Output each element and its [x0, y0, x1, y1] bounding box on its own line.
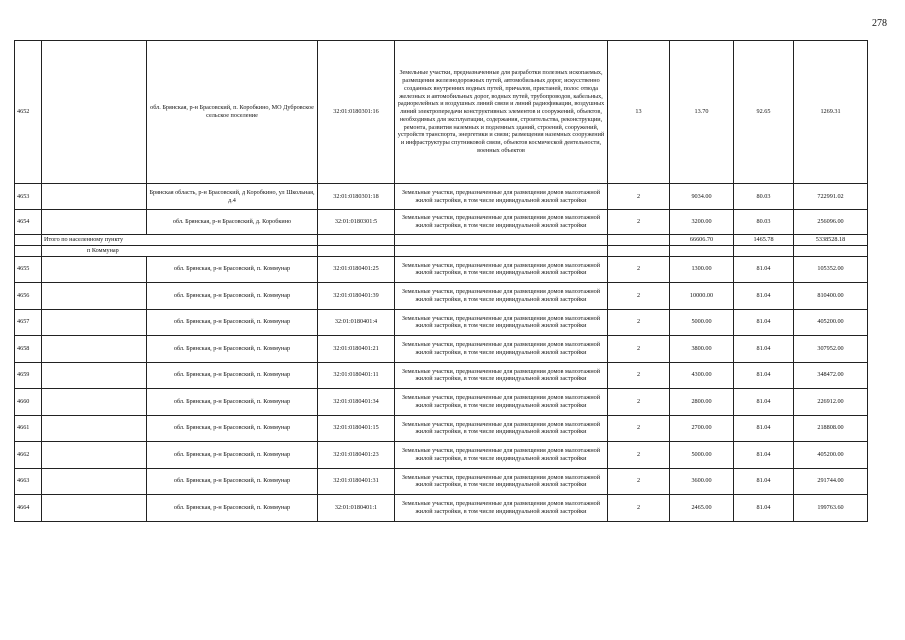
address-cell: обл. Брянская, р-н Брасовский, п. Коммунар — [147, 442, 318, 469]
table-row — [15, 210, 868, 235]
address-cell: Брянская область, р-н Брасовский, д Коробкино, ул Школьная, д.4 — [147, 184, 318, 210]
area-cell: 5000.00 — [670, 309, 734, 336]
code-cell: 2 — [608, 389, 670, 416]
address-cell: обл. Брянская, р-н Брасовский, п. Коробкино, МО Дубровское сельское поселение — [147, 41, 318, 184]
empty-cell — [42, 495, 147, 522]
purpose-cell: Земельные участки, предназначенные для размещения домов малоэтажной жилой застройки, в том числе индивидуальной жилой застройки — [395, 184, 608, 210]
value-cell: 199763.60 — [794, 495, 868, 522]
area-cell: 5000.00 — [670, 442, 734, 469]
num-cell: 4652 — [15, 41, 42, 184]
purpose-cell: Земельные участки, предназначенные для размещения домов малоэтажной жилой застройки, в том числе индивидуальной жилой застройки — [395, 336, 608, 363]
code-cell: 2 — [608, 184, 670, 210]
table-row — [15, 336, 868, 363]
num-cell: 4663 — [15, 468, 42, 495]
table-row — [15, 415, 868, 442]
empty-cell — [42, 256, 147, 283]
num-cell: 4655 — [15, 256, 42, 283]
settlement-row — [15, 245, 868, 256]
num-cell: 4654 — [15, 210, 42, 235]
cadastral-cell: 32:01:0180301:18 — [318, 184, 395, 210]
page-number: 278 — [872, 18, 887, 29]
table-row — [15, 389, 868, 416]
empty-cell — [42, 362, 147, 389]
purpose-cell: Земельные участки, предназначенные для размещения домов малоэтажной жилой застройки, в том числе индивидуальной жилой застройки — [395, 468, 608, 495]
cadastral-cell: 32:01:0180401:25 — [318, 256, 395, 283]
rate-cell: 81.04 — [734, 442, 794, 469]
cadastral-cell: 32:01:0180401:21 — [318, 336, 395, 363]
address-cell: обл. Брянская, р-н Брасовский, п. Коммунар — [147, 362, 318, 389]
code-cell: 2 — [608, 468, 670, 495]
empty-cell — [42, 389, 147, 416]
empty-cell — [42, 309, 147, 336]
address-cell: обл. Брянская, р-н Брасовский, п. Коммунар — [147, 283, 318, 310]
address-cell: обл. Брянская, р-н Брасовский, п. Коммунар — [147, 495, 318, 522]
table-row — [15, 309, 868, 336]
code-cell: 2 — [608, 362, 670, 389]
cadastral-cell: 32:01:0180301:16 — [318, 41, 395, 184]
purpose-cell: Земельные участки, предназначенные для размещения домов малоэтажной жилой застройки, в том числе индивидуальной жилой застройки — [395, 210, 608, 235]
empty-cell — [670, 245, 734, 256]
value-cell: 256096.00 — [794, 210, 868, 235]
table-row — [15, 495, 868, 522]
total-row — [15, 235, 868, 246]
num-cell: 4664 — [15, 495, 42, 522]
empty-cell — [395, 235, 608, 246]
num-cell: 4657 — [15, 309, 42, 336]
empty-cell — [42, 442, 147, 469]
value-cell: 218808.00 — [794, 415, 868, 442]
value-cell: 348472.00 — [794, 362, 868, 389]
area-cell: 3200.00 — [670, 210, 734, 235]
code-cell: 2 — [608, 495, 670, 522]
value-cell: 810400.00 — [794, 283, 868, 310]
address-cell: обл. Брянская, р-н Брасовский, п. Коммунар — [147, 415, 318, 442]
area-cell: 2800.00 — [670, 389, 734, 416]
total-area: 66606.70 — [670, 235, 734, 246]
land-register-table — [14, 40, 868, 522]
total-label: Итого по населенному пункту — [42, 235, 318, 246]
code-cell: 2 — [608, 415, 670, 442]
table-row — [15, 283, 868, 310]
rate-cell: 81.04 — [734, 415, 794, 442]
num-cell: 4653 — [15, 184, 42, 210]
empty-cell — [734, 245, 794, 256]
code-cell: 2 — [608, 283, 670, 310]
empty-cell — [42, 283, 147, 310]
purpose-cell: Земельные участки, предназначенные для размещения домов малоэтажной жилой застройки, в том числе индивидуальной жилой застройки — [395, 415, 608, 442]
empty-cell — [318, 235, 395, 246]
num-cell: 4656 — [15, 283, 42, 310]
area-cell: 10000.00 — [670, 283, 734, 310]
cadastral-cell: 32:01:0180301:5 — [318, 210, 395, 235]
empty-cell — [395, 245, 608, 256]
rate-cell: 80.03 — [734, 210, 794, 235]
table-row — [15, 256, 868, 283]
table-row — [15, 41, 868, 184]
cadastral-cell: 32:01:0180401:31 — [318, 468, 395, 495]
code-cell: 2 — [608, 309, 670, 336]
empty-cell — [15, 245, 42, 256]
rate-cell: 81.04 — [734, 389, 794, 416]
code-cell: 2 — [608, 442, 670, 469]
area-cell: 3800.00 — [670, 336, 734, 363]
cadastral-cell: 32:01:0180401:11 — [318, 362, 395, 389]
num-cell: 4660 — [15, 389, 42, 416]
num-cell: 4658 — [15, 336, 42, 363]
cadastral-cell: 32:01:0180401:34 — [318, 389, 395, 416]
settlement-label: п Коммунар — [42, 245, 318, 256]
value-cell: 105352.00 — [794, 256, 868, 283]
address-cell: обл. Брянская, р-н Брасовский, п. Коммунар — [147, 389, 318, 416]
num-cell: 4659 — [15, 362, 42, 389]
empty-cell — [794, 245, 868, 256]
address-cell: обл. Брянская, р-н Брасовский, д. Коробкино — [147, 210, 318, 235]
rate-cell: 81.04 — [734, 495, 794, 522]
purpose-cell: Земельные участки, предназначенные для размещения домов малоэтажной жилой застройки, в том числе индивидуальной жилой застройки — [395, 442, 608, 469]
empty-cell — [318, 245, 395, 256]
area-cell: 9034.00 — [670, 184, 734, 210]
purpose-cell: Земельные участки, предназначенные для размещения домов малоэтажной жилой застройки, в том числе индивидуальной жилой застройки — [395, 362, 608, 389]
code-cell: 2 — [608, 210, 670, 235]
empty-cell — [42, 468, 147, 495]
empty-cell — [42, 41, 147, 184]
cadastral-cell: 32:01:0180401:23 — [318, 442, 395, 469]
empty-cell — [15, 235, 42, 246]
rate-cell: 92.65 — [734, 41, 794, 184]
empty-cell — [42, 415, 147, 442]
value-cell: 722991.02 — [794, 184, 868, 210]
address-cell: обл. Брянская, р-н Брасовский, п. Коммунар — [147, 309, 318, 336]
rate-cell: 81.04 — [734, 283, 794, 310]
empty-cell — [608, 235, 670, 246]
rate-cell: 81.04 — [734, 336, 794, 363]
area-cell: 2465.00 — [670, 495, 734, 522]
address-cell: обл. Брянская, р-н Брасовский, п. Коммунар — [147, 468, 318, 495]
rate-cell: 81.04 — [734, 256, 794, 283]
area-cell: 4300.00 — [670, 362, 734, 389]
empty-cell — [608, 245, 670, 256]
address-cell: обл. Брянская, р-н Брасовский, п. Коммунар — [147, 336, 318, 363]
cadastral-cell: 32:01:0180401:1 — [318, 495, 395, 522]
table-row — [15, 184, 868, 210]
purpose-cell: Земельные участки, предназначенные для размещения домов малоэтажной жилой застройки, в том числе индивидуальной жилой застройки — [395, 389, 608, 416]
code-cell: 13 — [608, 41, 670, 184]
table-body — [15, 41, 868, 522]
total-value: 5338528.18 — [794, 235, 868, 246]
code-cell: 2 — [608, 336, 670, 363]
total-rate: 1465.78 — [734, 235, 794, 246]
purpose-cell: Земельные участки, предназначенные для размещения домов малоэтажной жилой застройки, в том числе индивидуальной жилой застройки — [395, 283, 608, 310]
rate-cell: 81.04 — [734, 468, 794, 495]
value-cell: 307952.00 — [794, 336, 868, 363]
num-cell: 4662 — [15, 442, 42, 469]
purpose-cell: Земельные участки, предназначенные для размещения домов малоэтажной жилой застройки, в том числе индивидуальной жилой застройки — [395, 256, 608, 283]
empty-cell — [42, 210, 147, 235]
purpose-cell: Земельные участки, предназначенные для разработки полезных ископаемых, размещения железнодорожных путей, автомобильных дорог, искусственно созданных внутренних водных путей, причалов, пристаней, полос отвода железных и автомобильных дорог, водных путей, трубопроводов, кабельных, радиорелейных и воздушных линий связи и линий радиофикации, воздушных линий электропередачи конструктивных элементов и сооружений, объектов, необходимых для эксплуатации, содержания, строительства, реконструкции, ремонта, развития наземных и подземных зданий, строений, сооружений, устройств транспорта, энергетики и связи; размещения наземных сооружений и инфраструктуры спутниковой связи, объектов космической деятельности, военных объектов — [395, 41, 608, 184]
value-cell: 405200.00 — [794, 442, 868, 469]
cadastral-cell: 32:01:0180401:39 — [318, 283, 395, 310]
purpose-cell: Земельные участки, предназначенные для размещения домов малоэтажной жилой застройки, в том числе индивидуальной жилой застройки — [395, 495, 608, 522]
table-row — [15, 442, 868, 469]
cadastral-cell: 32:01:0180401:4 — [318, 309, 395, 336]
table-row — [15, 362, 868, 389]
table-row — [15, 468, 868, 495]
area-cell: 13.70 — [670, 41, 734, 184]
address-cell: обл. Брянская, р-н Брасовский, п. Коммунар — [147, 256, 318, 283]
empty-cell — [42, 184, 147, 210]
empty-cell — [42, 336, 147, 363]
area-cell: 3600.00 — [670, 468, 734, 495]
rate-cell: 80.03 — [734, 184, 794, 210]
num-cell: 4661 — [15, 415, 42, 442]
area-cell: 2700.00 — [670, 415, 734, 442]
value-cell: 291744.00 — [794, 468, 868, 495]
value-cell: 405200.00 — [794, 309, 868, 336]
rate-cell: 81.04 — [734, 362, 794, 389]
rate-cell: 81.04 — [734, 309, 794, 336]
value-cell: 226912.00 — [794, 389, 868, 416]
value-cell: 1269.31 — [794, 41, 868, 184]
purpose-cell: Земельные участки, предназначенные для размещения домов малоэтажной жилой застройки, в том числе индивидуальной жилой застройки — [395, 309, 608, 336]
code-cell: 2 — [608, 256, 670, 283]
cadastral-cell: 32:01:0180401:15 — [318, 415, 395, 442]
area-cell: 1300.00 — [670, 256, 734, 283]
